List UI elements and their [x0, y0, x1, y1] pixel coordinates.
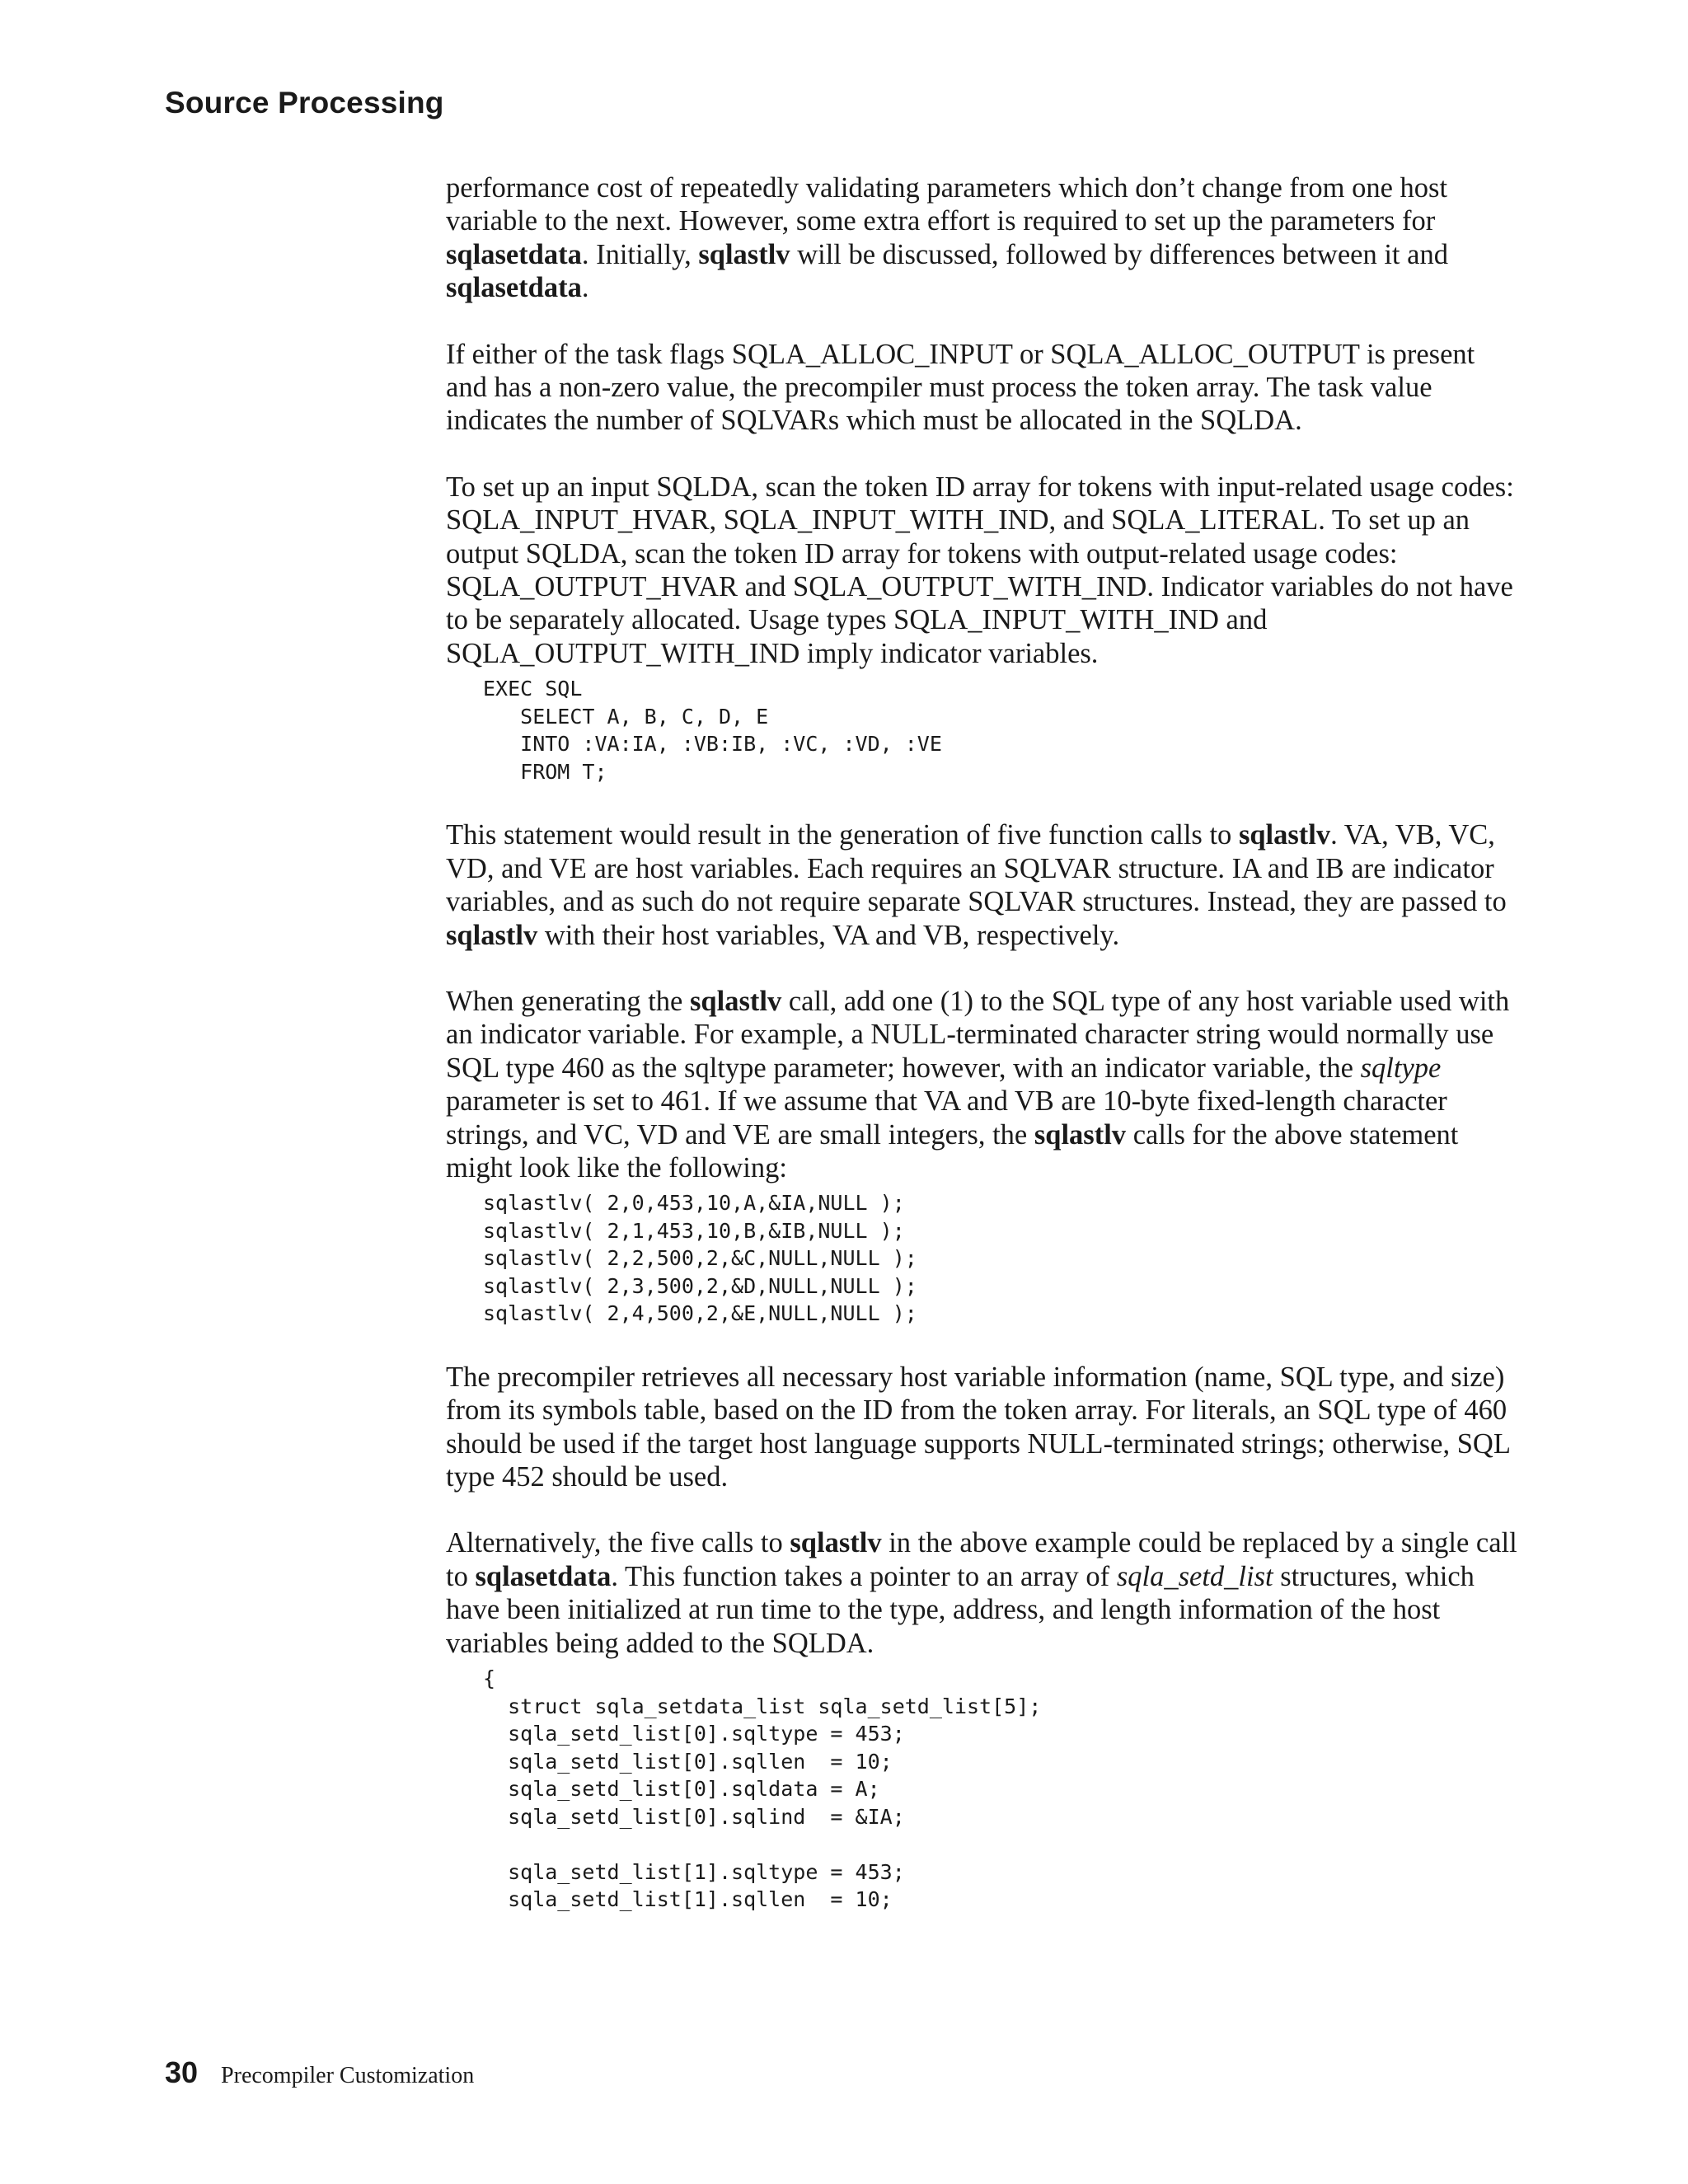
text-run: with their host variables, VA and VB, respectively. [537, 919, 1120, 951]
text-run: performance cost of repeatedly validating parameters which don’t change from one host variable to the next. However, some extra effort is required to set up the parameters for [446, 172, 1448, 237]
text-run: in the above example could be replaced by a single call to [446, 1527, 1517, 1592]
page-footer [165, 2055, 474, 2090]
bold-term: sqlasetdata [446, 272, 582, 304]
code-setdata-list: { struct sqla_setdata_list sqla_setd_list[5]; sqla_setd_list[0].sqltype = 453; sqla_setd_list[0].sqllen = 10; sqla_setd_list[0].sqldata = A; sqla_setd_list[0].sqlind = &IA; sqla_setd_list[1].sqltype = 453; sqla_setd_list[1].sqllen = 10; [483, 1666, 1042, 1912]
book-title: Precompiler Customization [221, 2063, 475, 2088]
bold-term: sqlastlv [690, 985, 782, 1017]
paragraph-sqltype [446, 985, 1517, 1184]
paragraph-intro [446, 171, 1517, 305]
text-run: . VA, VB, VC, VD, and VE are host variables. Each requires an SQLVAR structure. IA and IB are indicator variables, and as such do not require separate SQLVAR structures. Instead, they are passed to [446, 819, 1507, 918]
page-body [446, 171, 1517, 1914]
bold-term: sqlasetdata [446, 238, 582, 270]
code-exec-sql: EXEC SQL SELECT A, B, C, D, E INTO :VA:IA, :VB:IB, :VC, :VD, :VE FROM T; [483, 677, 942, 784]
paragraph-task-flags [446, 338, 1517, 438]
text-run: . Initially, [581, 238, 699, 270]
text-run: will be discussed, followed by differences between it and [790, 238, 1448, 270]
bold-term: sqlastlv [1034, 1118, 1127, 1151]
text-run: This statement would result in the generation of five function calls to [446, 819, 1239, 851]
text-run: If either of the task flags SQLA_ALLOC_INPUT or SQLA_ALLOC_OUTPUT is present and has a non-zero value, the precompiler must process the token array. The task value indicates the number of SQLVARs which must be allocated in the SQLDA. [446, 338, 1475, 437]
bold-term: sqlastlv [446, 919, 538, 951]
paragraph-sqlasetdata [446, 1526, 1517, 1660]
text-run: calls for the above statement might look like the following: [446, 1118, 1459, 1183]
text-run: The precompiler retrieves all necessary host variable information (name, SQL type, and size) from its symbols table, based on the ID from the token array. For literals, an SQL type of 460 should be used if the target host language supports NULL-terminated strings; otherwise, SQL type 452 should be used. [446, 1361, 1510, 1493]
text-run: When generating the [446, 985, 690, 1017]
paragraph-symbols-table [446, 1361, 1517, 1494]
page-number: 30 [165, 2055, 199, 2089]
text-run: structures, which have been initialized at run time to the type, address, and length information of the host variables being added to the SQLDA. [446, 1560, 1475, 1659]
italic-term: sqltype [1360, 1052, 1442, 1084]
text-run: . [581, 272, 589, 304]
text-run: Alternatively, the five calls to [446, 1527, 790, 1559]
text-run: call, add one (1) to the SQL type of any host variable used with an indicator variable. For example, a NULL-terminated character string would normally use SQL type 460 as the sqltype parameter; however, with an indicator variable, the [446, 985, 1510, 1084]
text-run: parameter is set to 461. If we assume that VA and VB are 10-byte fixed-length character strings, and VC, VD and VE are small integers, the [446, 1085, 1447, 1151]
paragraph-setup-sqlda [446, 471, 1517, 670]
section-header: Source Processing [165, 86, 444, 120]
code-sqlastlv-calls: sqlastlv( 2,0,453,10,A,&IA,NULL ); sqlastlv( 2,1,453,10,B,&IB,NULL ); sqlastlv( 2,2,500,2,&C,NULL,NULL ); sqlastlv( 2,3,500,2,&D,NULL,NULL ); sqlastlv( 2,4,500,2,&E,NULL,NULL ); [483, 1191, 917, 1326]
paragraph-function-calls [446, 818, 1517, 952]
text-run: . This function takes a pointer to an array of [611, 1560, 1117, 1592]
bold-term: sqlastlv [698, 238, 790, 270]
italic-term: sqla_setd_list [1116, 1560, 1273, 1592]
bold-term: sqlastlv [790, 1527, 882, 1559]
bold-term: sqlasetdata [475, 1560, 612, 1592]
text-run: To set up an input SQLDA, scan the token ID array for tokens with input-related usage codes: SQLA_INPUT_HVAR, SQLA_INPUT_WITH_IND, and SQLA_LITERAL. To set up an output SQLDA, scan the token ID array for tokens with output-related usage codes: SQLA_OUTPUT_HVAR and SQLA_OUTPUT_WITH_IND. Indicator variables do not have to be separately allocated. Usage types SQLA_INPUT_WITH_IND and SQLA_OUTPUT_WITH_IND imply indicator variables. [446, 471, 1514, 669]
bold-term: sqlastlv [1238, 819, 1331, 851]
